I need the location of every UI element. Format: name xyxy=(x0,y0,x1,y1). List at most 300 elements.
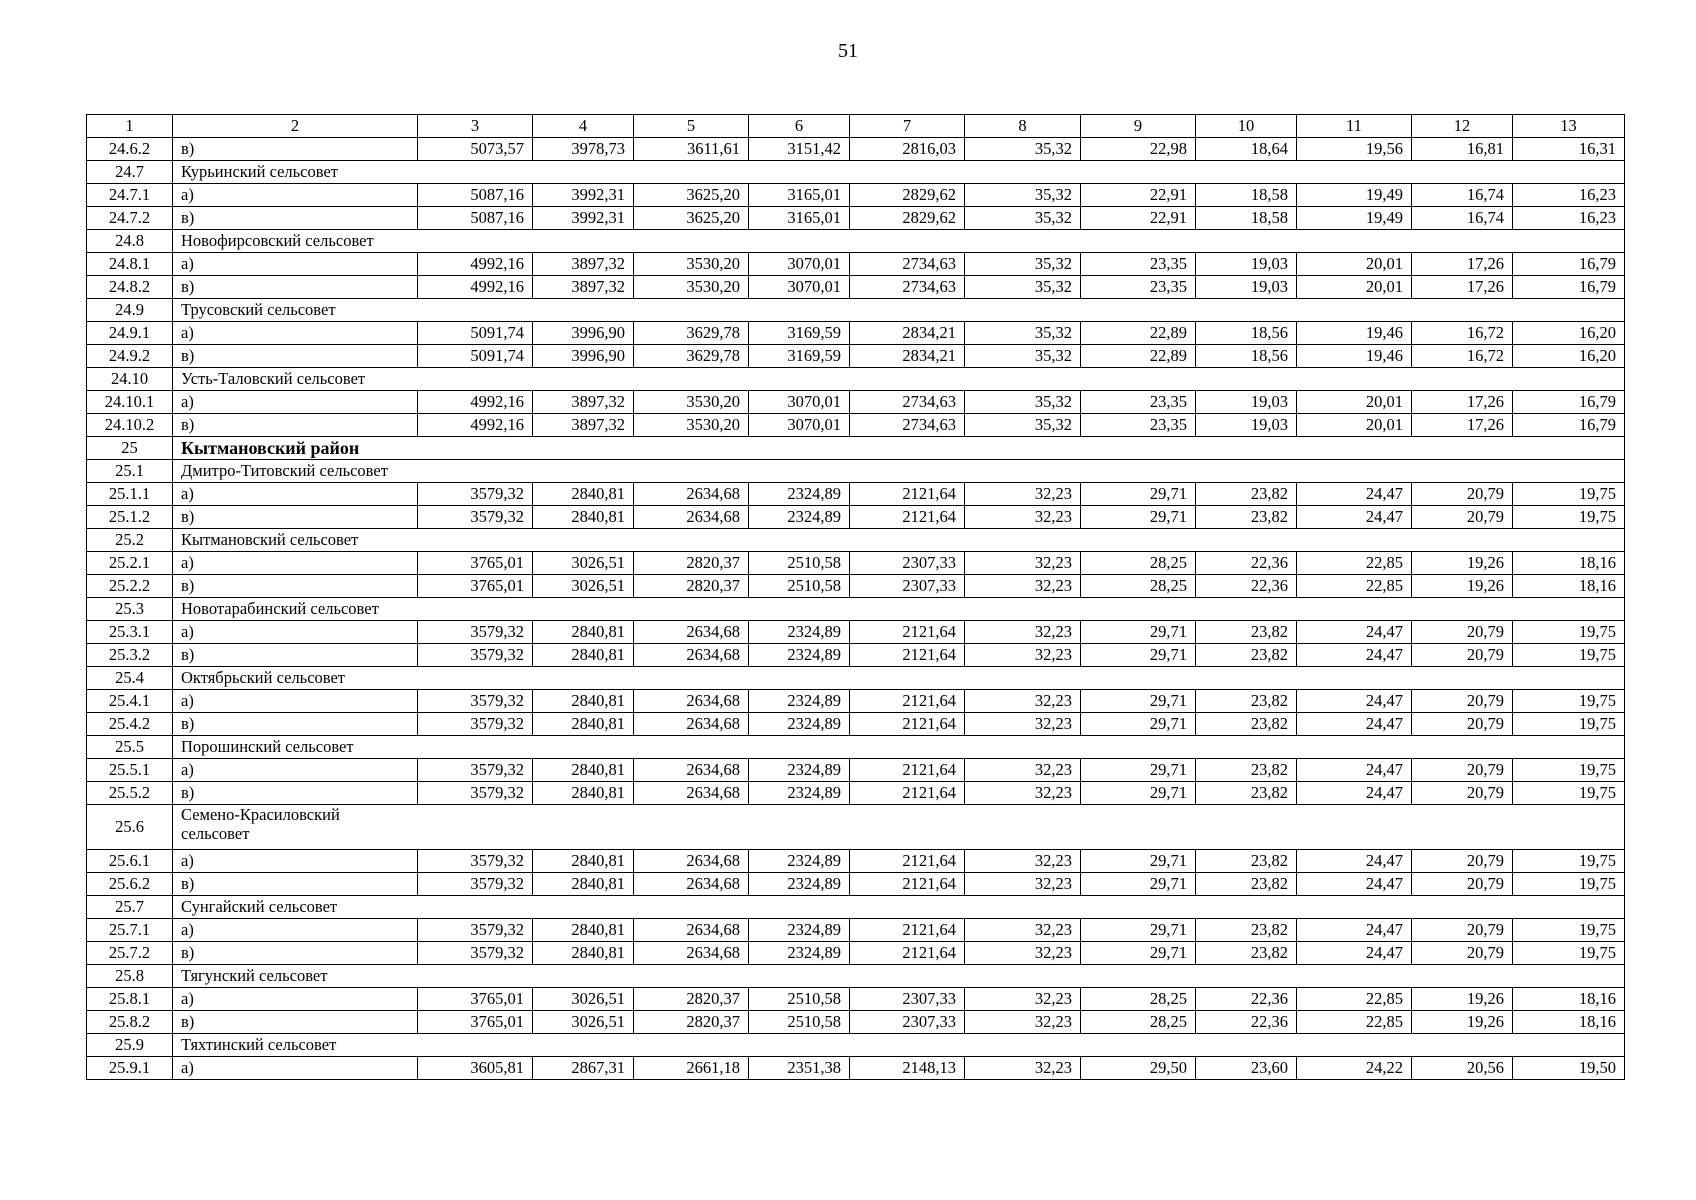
header-cell: 1 xyxy=(87,115,173,138)
value-cell: 19,46 xyxy=(1297,345,1412,368)
council-row xyxy=(87,965,1625,988)
value-cell: 32,23 xyxy=(965,919,1081,942)
value-cell: 23,82 xyxy=(1196,850,1297,873)
value-cell: 3765,01 xyxy=(418,575,533,598)
value-cell: 2121,64 xyxy=(850,759,965,782)
council-title: Усть-Таловский сельсовет xyxy=(181,368,366,388)
table-row xyxy=(87,322,1625,345)
row-label: а) xyxy=(173,621,418,644)
header-cell: 8 xyxy=(965,115,1081,138)
value-cell: 35,32 xyxy=(965,184,1081,207)
value-cell: 18,16 xyxy=(1513,988,1625,1011)
value-cell: 3165,01 xyxy=(749,207,850,230)
value-cell: 19,26 xyxy=(1412,988,1513,1011)
value-cell: 19,26 xyxy=(1412,552,1513,575)
value-cell: 18,16 xyxy=(1513,575,1625,598)
value-cell: 32,23 xyxy=(965,575,1081,598)
value-cell: 3151,42 xyxy=(749,138,850,161)
value-cell: 2820,37 xyxy=(634,1011,749,1034)
value-cell: 2634,68 xyxy=(634,919,749,942)
header-cell: 6 xyxy=(749,115,850,138)
value-cell: 2634,68 xyxy=(634,850,749,873)
row-number: 24.8.1 xyxy=(87,253,173,276)
header-cell: 4 xyxy=(533,115,634,138)
value-cell: 3765,01 xyxy=(418,552,533,575)
council-row xyxy=(87,529,1625,552)
value-cell: 20,79 xyxy=(1412,690,1513,713)
value-cell: 16,79 xyxy=(1513,414,1625,437)
value-cell: 22,85 xyxy=(1297,988,1412,1011)
value-cell: 3978,73 xyxy=(533,138,634,161)
row-label: а) xyxy=(173,253,418,276)
value-cell: 16,79 xyxy=(1513,276,1625,299)
row-label: а) xyxy=(173,322,418,345)
value-cell: 16,31 xyxy=(1513,138,1625,161)
row-label: в) xyxy=(173,138,418,161)
header-row xyxy=(87,115,1625,138)
value-cell: 19,75 xyxy=(1513,919,1625,942)
row-number: 24.7.2 xyxy=(87,207,173,230)
row-number: 25.6 xyxy=(87,805,173,850)
value-cell: 19,03 xyxy=(1196,414,1297,437)
council-title: Сунгайский сельсовет xyxy=(181,896,338,916)
row-number: 25.3.2 xyxy=(87,644,173,667)
value-cell: 3579,32 xyxy=(418,942,533,965)
value-cell: 28,25 xyxy=(1081,1011,1196,1034)
value-cell: 4992,16 xyxy=(418,253,533,276)
row-number: 25.8.2 xyxy=(87,1011,173,1034)
row-label: в) xyxy=(173,942,418,965)
value-cell: 2829,62 xyxy=(850,184,965,207)
header-cell: 10 xyxy=(1196,115,1297,138)
value-cell: 23,35 xyxy=(1081,276,1196,299)
table-row xyxy=(87,414,1625,437)
value-cell: 19,75 xyxy=(1513,483,1625,506)
value-cell: 2510,58 xyxy=(749,575,850,598)
row-number: 24.9.2 xyxy=(87,345,173,368)
value-cell: 32,23 xyxy=(965,1011,1081,1034)
header-cell: 13 xyxy=(1513,115,1625,138)
value-cell: 19,75 xyxy=(1513,644,1625,667)
value-cell: 17,26 xyxy=(1412,253,1513,276)
table-row xyxy=(87,138,1625,161)
council-title: Новофирсовский сельсовет xyxy=(181,230,374,250)
value-cell: 2324,89 xyxy=(749,850,850,873)
row-number: 25.7.2 xyxy=(87,942,173,965)
value-cell: 19,03 xyxy=(1196,391,1297,414)
value-cell: 3605,81 xyxy=(418,1057,533,1080)
value-cell: 2734,63 xyxy=(850,391,965,414)
value-cell: 32,23 xyxy=(965,690,1081,713)
value-cell: 16,72 xyxy=(1412,345,1513,368)
value-cell: 3629,78 xyxy=(634,345,749,368)
table-row xyxy=(87,276,1625,299)
value-cell: 24,47 xyxy=(1297,782,1412,805)
value-cell: 4992,16 xyxy=(418,391,533,414)
value-cell: 32,23 xyxy=(965,873,1081,896)
value-cell: 20,79 xyxy=(1412,713,1513,736)
council-row xyxy=(87,896,1625,919)
value-cell: 2820,37 xyxy=(634,575,749,598)
council-title: Порошинский сельсовет xyxy=(181,736,354,756)
row-label: а) xyxy=(173,759,418,782)
value-cell: 24,47 xyxy=(1297,621,1412,644)
value-cell: 19,75 xyxy=(1513,942,1625,965)
value-cell: 16,81 xyxy=(1412,138,1513,161)
value-cell: 3625,20 xyxy=(634,207,749,230)
value-cell: 18,64 xyxy=(1196,138,1297,161)
value-cell: 2840,81 xyxy=(533,506,634,529)
value-cell: 3579,32 xyxy=(418,759,533,782)
value-cell: 20,79 xyxy=(1412,621,1513,644)
value-cell: 20,79 xyxy=(1412,850,1513,873)
row-number: 25.9 xyxy=(87,1034,173,1057)
table-row xyxy=(87,713,1625,736)
table-body xyxy=(87,115,1625,1080)
value-cell: 23,82 xyxy=(1196,713,1297,736)
row-number: 25 xyxy=(87,437,173,460)
value-cell: 24,47 xyxy=(1297,873,1412,896)
value-cell: 2734,63 xyxy=(850,276,965,299)
value-cell: 2840,81 xyxy=(533,713,634,736)
value-cell: 3579,32 xyxy=(418,782,533,805)
row-label: в) xyxy=(173,207,418,230)
value-cell: 24,47 xyxy=(1297,759,1412,782)
row-label: а) xyxy=(173,483,418,506)
row-number: 25.5 xyxy=(87,736,173,759)
value-cell: 35,32 xyxy=(965,391,1081,414)
value-cell: 28,25 xyxy=(1081,575,1196,598)
row-label: а) xyxy=(173,184,418,207)
value-cell: 22,36 xyxy=(1196,552,1297,575)
value-cell: 2307,33 xyxy=(850,988,965,1011)
table-row xyxy=(87,759,1625,782)
value-cell: 5087,16 xyxy=(418,184,533,207)
value-cell: 2324,89 xyxy=(749,690,850,713)
value-cell: 2634,68 xyxy=(634,782,749,805)
value-cell: 3579,32 xyxy=(418,713,533,736)
value-cell: 5087,16 xyxy=(418,207,533,230)
value-cell: 32,23 xyxy=(965,621,1081,644)
value-cell: 2840,81 xyxy=(533,644,634,667)
value-cell: 35,32 xyxy=(965,207,1081,230)
value-cell: 22,91 xyxy=(1081,184,1196,207)
table-row xyxy=(87,782,1625,805)
value-cell: 18,16 xyxy=(1513,552,1625,575)
value-cell: 3026,51 xyxy=(533,988,634,1011)
value-cell: 2840,81 xyxy=(533,483,634,506)
value-cell: 3611,61 xyxy=(634,138,749,161)
header-cell: 5 xyxy=(634,115,749,138)
value-cell: 16,74 xyxy=(1412,184,1513,207)
value-cell: 2324,89 xyxy=(749,644,850,667)
council-title: Тягунский сельсовет xyxy=(181,965,328,985)
value-cell: 19,03 xyxy=(1196,253,1297,276)
table-row xyxy=(87,644,1625,667)
value-cell: 29,71 xyxy=(1081,644,1196,667)
value-cell: 32,23 xyxy=(965,552,1081,575)
value-cell: 4992,16 xyxy=(418,276,533,299)
value-cell: 22,98 xyxy=(1081,138,1196,161)
row-number: 25.2.2 xyxy=(87,575,173,598)
row-number: 25.3.1 xyxy=(87,621,173,644)
value-cell: 29,71 xyxy=(1081,782,1196,805)
value-cell: 19,26 xyxy=(1412,575,1513,598)
value-cell: 3579,32 xyxy=(418,850,533,873)
value-cell: 2510,58 xyxy=(749,988,850,1011)
value-cell: 2829,62 xyxy=(850,207,965,230)
value-cell: 35,32 xyxy=(965,322,1081,345)
table-row xyxy=(87,552,1625,575)
value-cell: 29,71 xyxy=(1081,621,1196,644)
row-label: а) xyxy=(173,552,418,575)
value-cell: 2834,21 xyxy=(850,345,965,368)
value-cell: 3996,90 xyxy=(533,345,634,368)
value-cell: 35,32 xyxy=(965,276,1081,299)
value-cell: 24,47 xyxy=(1297,919,1412,942)
value-cell: 2840,81 xyxy=(533,919,634,942)
value-cell: 20,79 xyxy=(1412,759,1513,782)
value-cell: 3026,51 xyxy=(533,552,634,575)
row-number: 24.10.1 xyxy=(87,391,173,414)
value-cell: 2121,64 xyxy=(850,644,965,667)
council-title: Трусовский сельсовет xyxy=(181,299,336,319)
value-cell: 2324,89 xyxy=(749,621,850,644)
value-cell: 3169,59 xyxy=(749,345,850,368)
value-cell: 2307,33 xyxy=(850,575,965,598)
value-cell: 29,71 xyxy=(1081,483,1196,506)
value-cell: 17,26 xyxy=(1412,414,1513,437)
value-cell: 35,32 xyxy=(965,253,1081,276)
table-row xyxy=(87,919,1625,942)
value-cell: 23,82 xyxy=(1196,644,1297,667)
value-cell: 23,82 xyxy=(1196,621,1297,644)
value-cell: 2840,81 xyxy=(533,621,634,644)
value-cell: 2121,64 xyxy=(850,942,965,965)
value-cell: 2510,58 xyxy=(749,552,850,575)
table-row xyxy=(87,483,1625,506)
council-title: Кытмановский сельсовет xyxy=(181,529,359,549)
row-number: 24.9.1 xyxy=(87,322,173,345)
district-title: Кытмановский район xyxy=(181,438,360,458)
value-cell: 35,32 xyxy=(965,345,1081,368)
value-cell: 28,25 xyxy=(1081,552,1196,575)
value-cell: 19,03 xyxy=(1196,276,1297,299)
value-cell: 24,47 xyxy=(1297,483,1412,506)
value-cell: 2121,64 xyxy=(850,506,965,529)
council-row xyxy=(87,299,1625,322)
value-cell: 2510,58 xyxy=(749,1011,850,1034)
value-cell: 2634,68 xyxy=(634,942,749,965)
council-row xyxy=(87,230,1625,253)
value-cell: 23,35 xyxy=(1081,414,1196,437)
value-cell: 19,50 xyxy=(1513,1057,1625,1080)
row-number: 24.8 xyxy=(87,230,173,253)
value-cell: 5091,74 xyxy=(418,322,533,345)
row-number: 25.6.1 xyxy=(87,850,173,873)
row-label: а) xyxy=(173,391,418,414)
value-cell: 20,79 xyxy=(1412,782,1513,805)
value-cell: 16,79 xyxy=(1513,391,1625,414)
value-cell: 2867,31 xyxy=(533,1057,634,1080)
value-cell: 3897,32 xyxy=(533,253,634,276)
header-cell: 7 xyxy=(850,115,965,138)
value-cell: 3625,20 xyxy=(634,184,749,207)
value-cell: 19,75 xyxy=(1513,621,1625,644)
row-label: в) xyxy=(173,1011,418,1034)
value-cell: 3530,20 xyxy=(634,391,749,414)
value-cell: 23,35 xyxy=(1081,253,1196,276)
value-cell: 19,75 xyxy=(1513,713,1625,736)
value-cell: 3765,01 xyxy=(418,1011,533,1034)
value-cell: 19,75 xyxy=(1513,690,1625,713)
value-cell: 18,16 xyxy=(1513,1011,1625,1034)
council-row xyxy=(87,805,1625,850)
value-cell: 2121,64 xyxy=(850,873,965,896)
value-cell: 32,23 xyxy=(965,759,1081,782)
value-cell: 16,20 xyxy=(1513,322,1625,345)
row-number: 25.5.2 xyxy=(87,782,173,805)
value-cell: 23,82 xyxy=(1196,919,1297,942)
value-cell: 3579,32 xyxy=(418,644,533,667)
value-cell: 32,23 xyxy=(965,713,1081,736)
header-cell: 9 xyxy=(1081,115,1196,138)
value-cell: 35,32 xyxy=(965,414,1081,437)
value-cell: 18,56 xyxy=(1196,345,1297,368)
value-cell: 2734,63 xyxy=(850,414,965,437)
table-row xyxy=(87,184,1625,207)
value-cell: 2121,64 xyxy=(850,850,965,873)
value-cell: 3169,59 xyxy=(749,322,850,345)
value-cell: 20,79 xyxy=(1412,506,1513,529)
value-cell: 20,79 xyxy=(1412,644,1513,667)
value-cell: 20,01 xyxy=(1297,253,1412,276)
row-number: 25.7 xyxy=(87,896,173,919)
table-row xyxy=(87,1011,1625,1034)
value-cell: 2634,68 xyxy=(634,621,749,644)
value-cell: 19,75 xyxy=(1513,873,1625,896)
council-row xyxy=(87,667,1625,690)
value-cell: 22,91 xyxy=(1081,207,1196,230)
council-row xyxy=(87,598,1625,621)
value-cell: 29,71 xyxy=(1081,759,1196,782)
value-cell: 2840,81 xyxy=(533,690,634,713)
value-cell: 32,23 xyxy=(965,988,1081,1011)
value-cell: 19,46 xyxy=(1297,322,1412,345)
row-number: 25.2.1 xyxy=(87,552,173,575)
header-cell: 12 xyxy=(1412,115,1513,138)
value-cell: 2840,81 xyxy=(533,759,634,782)
value-cell: 19,49 xyxy=(1297,184,1412,207)
value-cell: 20,01 xyxy=(1297,276,1412,299)
table-row xyxy=(87,253,1625,276)
value-cell: 20,01 xyxy=(1297,391,1412,414)
value-cell: 3165,01 xyxy=(749,184,850,207)
value-cell: 20,79 xyxy=(1412,919,1513,942)
value-cell: 2820,37 xyxy=(634,988,749,1011)
value-cell: 29,71 xyxy=(1081,850,1196,873)
value-cell: 3070,01 xyxy=(749,276,850,299)
value-cell: 22,89 xyxy=(1081,322,1196,345)
value-cell: 2634,68 xyxy=(634,713,749,736)
value-cell: 4992,16 xyxy=(418,414,533,437)
council-title: Октябрьский сельсовет xyxy=(181,667,346,687)
value-cell: 2840,81 xyxy=(533,782,634,805)
row-label: в) xyxy=(173,345,418,368)
value-cell: 3530,20 xyxy=(634,414,749,437)
row-label: в) xyxy=(173,713,418,736)
value-cell: 22,85 xyxy=(1297,1011,1412,1034)
row-number: 24.7 xyxy=(87,161,173,184)
tariff-table xyxy=(86,114,1625,1080)
row-number: 24.10.2 xyxy=(87,414,173,437)
value-cell: 23,82 xyxy=(1196,873,1297,896)
value-cell: 2324,89 xyxy=(749,942,850,965)
value-cell: 2121,64 xyxy=(850,483,965,506)
row-label: в) xyxy=(173,873,418,896)
value-cell: 22,36 xyxy=(1196,988,1297,1011)
value-cell: 2121,64 xyxy=(850,621,965,644)
value-cell: 23,35 xyxy=(1081,391,1196,414)
row-label: а) xyxy=(173,850,418,873)
value-cell: 32,23 xyxy=(965,1057,1081,1080)
value-cell: 2121,64 xyxy=(850,690,965,713)
value-cell: 2834,21 xyxy=(850,322,965,345)
value-cell: 29,71 xyxy=(1081,942,1196,965)
value-cell: 2121,64 xyxy=(850,782,965,805)
value-cell: 16,23 xyxy=(1513,207,1625,230)
value-cell: 2634,68 xyxy=(634,759,749,782)
header-cell: 3 xyxy=(418,115,533,138)
value-cell: 32,23 xyxy=(965,644,1081,667)
value-cell: 2324,89 xyxy=(749,919,850,942)
value-cell: 3530,20 xyxy=(634,253,749,276)
row-label: в) xyxy=(173,782,418,805)
row-label: в) xyxy=(173,575,418,598)
table-row xyxy=(87,575,1625,598)
value-cell: 3579,32 xyxy=(418,483,533,506)
value-cell: 19,56 xyxy=(1297,138,1412,161)
row-number: 25.9.1 xyxy=(87,1057,173,1080)
table-row xyxy=(87,207,1625,230)
value-cell: 3579,32 xyxy=(418,506,533,529)
table-row xyxy=(87,942,1625,965)
value-cell: 3026,51 xyxy=(533,1011,634,1034)
value-cell: 3996,90 xyxy=(533,322,634,345)
row-number: 24.7.1 xyxy=(87,184,173,207)
value-cell: 32,23 xyxy=(965,942,1081,965)
value-cell: 29,50 xyxy=(1081,1057,1196,1080)
row-number: 25.1.1 xyxy=(87,483,173,506)
value-cell: 2121,64 xyxy=(850,919,965,942)
value-cell: 22,36 xyxy=(1196,575,1297,598)
value-cell: 24,47 xyxy=(1297,690,1412,713)
value-cell: 16,74 xyxy=(1412,207,1513,230)
value-cell: 20,01 xyxy=(1297,414,1412,437)
row-number: 25.6.2 xyxy=(87,873,173,896)
row-number: 25.8 xyxy=(87,965,173,988)
row-label: а) xyxy=(173,1057,418,1080)
value-cell: 3579,32 xyxy=(418,873,533,896)
row-label: а) xyxy=(173,690,418,713)
row-label: а) xyxy=(173,919,418,942)
table-row xyxy=(87,690,1625,713)
value-cell: 2324,89 xyxy=(749,713,850,736)
header-cell: 11 xyxy=(1297,115,1412,138)
value-cell: 20,56 xyxy=(1412,1057,1513,1080)
value-cell: 2307,33 xyxy=(850,552,965,575)
value-cell: 23,82 xyxy=(1196,483,1297,506)
